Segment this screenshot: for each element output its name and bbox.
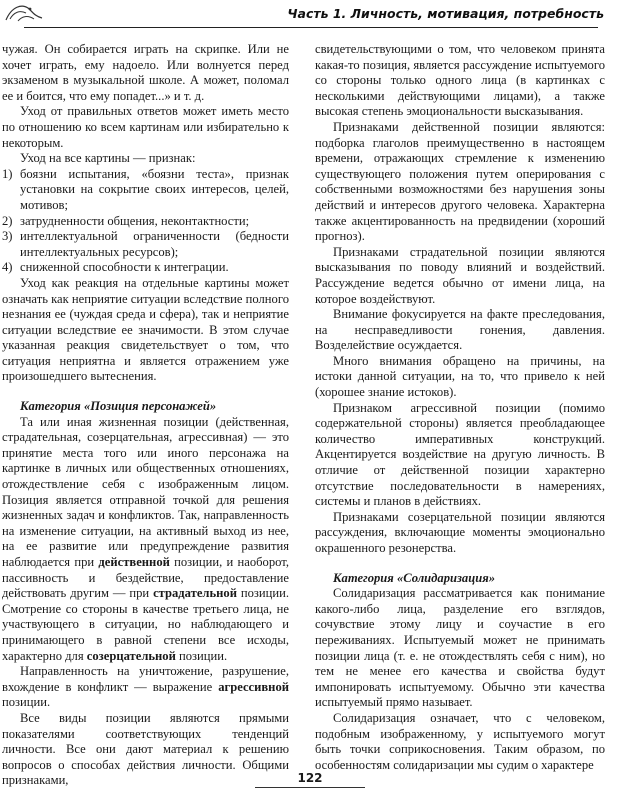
- left-column: [2, 42, 289, 789]
- text-run: позиции.: [2, 695, 51, 710]
- text-run: позиции, и наоборот, пассивность и бездействие, предоставление действовать другим — при: [2, 555, 289, 601]
- bold-term: созерцательной: [86, 648, 176, 663]
- page-number: 122: [297, 771, 323, 785]
- list-item: [2, 229, 289, 260]
- paragraph: Много внимания обращено на причины, на истоки данной ситуации, на то, что привело к ней (хорошее знание истоков).: [315, 353, 605, 400]
- right-column: [315, 42, 605, 773]
- list-text: боязни испытания, «боязни теста», признак установки на сокрытие своих интересов, целей, мотивов;: [20, 166, 289, 212]
- header-part: Часть 1.: [287, 6, 347, 21]
- list-item: [2, 260, 289, 276]
- paragraph: [2, 664, 289, 711]
- text-run: Та или иная жизненная позиции (действенная, страдательная, созерцательная, агрессивная) — это принятие места того или иного персонажа на картинке в личных или общественных отношениях, отождествление себя с изображенным лицом. Позиция является отправной точкой для решения жизненных задач и конфликтов. Так, направленность на изменение ситуации, на активный выход из нее, на ее развитие или предупреждение развития наблюдается при: [2, 414, 289, 569]
- list-text: сниженной способности к интеграции.: [20, 260, 229, 275]
- bold-term: действенной: [98, 555, 170, 569]
- list-text: интеллектуальной ограниченности (бедности интеллектуальных ресурсов);: [20, 229, 289, 259]
- bold-term: агрессивной: [218, 679, 289, 694]
- footer-rule: [255, 787, 365, 788]
- paragraph: Признаками созерцательной позиции являются рассуждения, включающие моменты эмоционально окрашенного резонерства.: [315, 509, 605, 555]
- text-run: позиции. Смотрение со стороны в качестве третьего лица, не участвующего в ситуации, но наблюдающего и принимающего в равной степени все исходы, характерно для: [2, 586, 289, 663]
- paragraph: Признаком агрессивной позиции (помимо содержательной стороны) является преобладающее количество императивных конструкций. Акцентируется воздействие на другую личность. В отличие от действенной позиции характерно отсутствие последовательности в намерениях, системы и планов в действиях.: [315, 400, 605, 509]
- text-run: Направленность на уничтожение, разрушение, вхождение в конфликт — выражение: [2, 664, 289, 694]
- paragraph: чужая. Он собирается играть на скрипке. Или не хочет играть, ему надоело. Или волнуется перед экзаменом в музыкальной школе. А может, поломал ее и боится, что ему попадет...» и т. д.: [2, 42, 289, 103]
- paragraph: Внимание фокусируется на факте преследования, на несправедливости гонения, давления. Возделействие осуждается.: [315, 307, 605, 353]
- paragraph: Солидаризация означает, что с человеком, подобным изображенному, у испытуемого могут быть точки соприкосновения. Таким образом, по особенностям солидаризации мы судим о характере: [315, 710, 605, 772]
- paragraph: Солидаризация рассматривается как понимание какого-либо лица, разделение его взглядов, сочувствие этому лицу и соучастие в его переживаниях. Испытуемый может не принимать позиции лица (т. е. не отождествлять себя с ним), но тем не менее его качества и свойства будут импонировать испытуемому. Обычно эти качества испытуемый прямо называет.: [315, 586, 605, 710]
- list-number: 2): [2, 213, 13, 228]
- text-run: позиции.: [175, 648, 228, 663]
- paragraph: [2, 415, 289, 665]
- section-heading: Категория «Позиция персонажей»: [20, 399, 217, 414]
- running-header: [0, 0, 620, 30]
- paragraph: Признаками страдательной позиции являются высказывания по поводу влияний и воздействий. Рассуждение ведется обычно от имени лица, на которое воздействуют.: [315, 244, 605, 306]
- list-number: 4): [2, 260, 13, 275]
- header-rule: [24, 27, 598, 28]
- section-heading: Категория «Солидаризация»: [333, 570, 496, 585]
- list-number: 3): [2, 229, 13, 244]
- list-text: затрудненности общения, неконтактности;: [20, 213, 250, 228]
- paragraph: Признаками действенной позиции являются: подборка глаголов преимущественно в настоящем времени, отражающих стремление к изменению существующего положения путем оперирования с собственными возможностями без нарушения зоны действий и интересов другого человека. Характерна также акцентированность на предвидении (хороший прогноз).: [315, 119, 605, 244]
- header-title: [287, 6, 604, 21]
- publisher-logo-icon: [4, 2, 44, 24]
- bold-term: страдательной: [153, 586, 237, 601]
- list-item: [2, 167, 289, 214]
- paragraph: свидетельствующими о том, что человеком принята какая-то позиция, является рассуждение испытуемого со стороны только одного лица (в картинках с несколькими действующими лицами), а также высокая степень эмоциональности высказывания.: [315, 42, 605, 119]
- paragraph: Уход как реакция на отдельные картины может означать как неприятие ситуации вследствие полного незнания ее (чуждая среда и сфера), так и неприятие ситуации вследствие ее значимости. В этом случае указанная реакция свидетельствует о том, что ситуация неприятна и является отражением уже произошедшего вытеснения.: [2, 275, 289, 384]
- numbered-list: [2, 167, 289, 276]
- header-chapter-title: Личность, мотивация, потребность: [350, 6, 604, 21]
- list-item: [2, 214, 289, 230]
- list-number: 1): [2, 166, 13, 181]
- paragraph: Уход от правильных ответов может иметь место по отношению ко всем картинам или избирательно к некоторым.: [2, 104, 289, 150]
- paragraph: Уход на все картины — признак:: [20, 151, 196, 166]
- paragraph: Все виды позиции являются прямыми показателями соответствующих тенденций личности. Все они дают материал к решению вопросов о способах действия личности. Общими признаками,: [2, 710, 289, 788]
